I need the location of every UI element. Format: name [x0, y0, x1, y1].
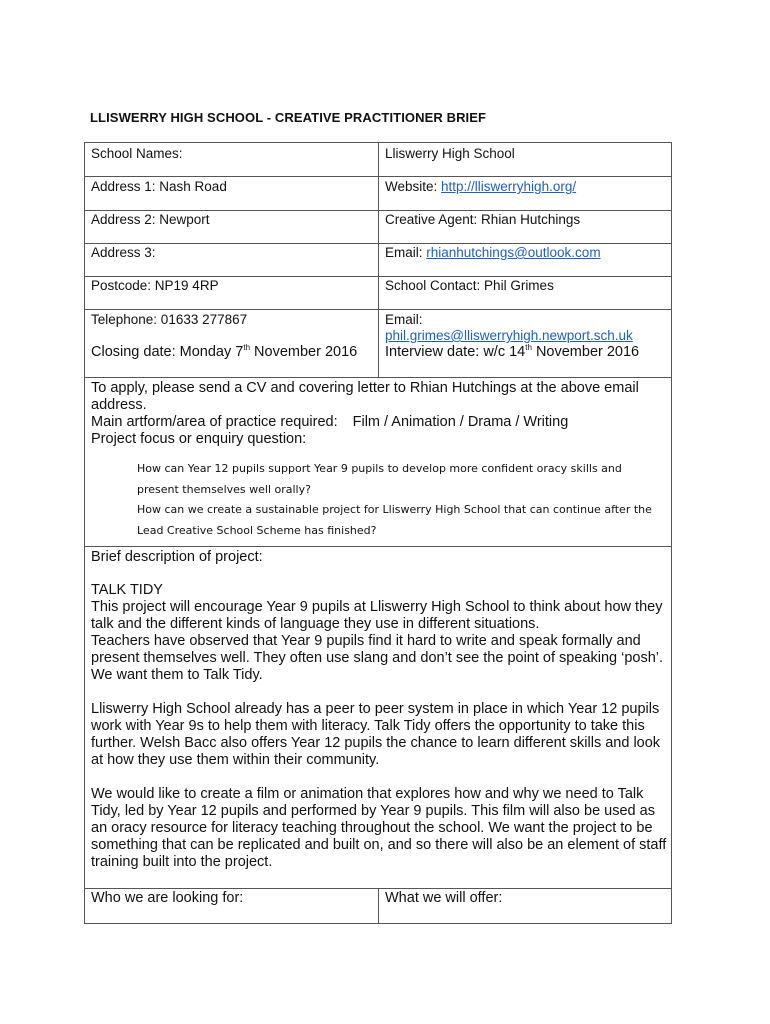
website-label: Website: — [385, 179, 442, 194]
interview-date-sup: th — [525, 343, 532, 353]
website-link[interactable]: http://lliswerryhigh.org/ — [441, 179, 577, 194]
school-names-label: School Names: — [91, 146, 183, 161]
address-3: Address 3: — [91, 245, 156, 260]
address-1: Address 1: Nash Road — [91, 179, 227, 194]
brief-table — [84, 142, 672, 924]
description-paragraph-2: Teachers have observed that Year 9 pupils find it hard to write and speak formally and present themselves well. They often use slang and don’t see the point of speaking ‘posh’. We want them to Talk Tidy. — [91, 633, 664, 683]
postcode: Postcode: NP19 4RP — [91, 278, 219, 293]
description-paragraph-1: This project will encourage Year 9 pupils at Lliswerry High School to think about how they talk and the different kinds of language they use in different situations. — [91, 599, 663, 632]
interview-date-prefix: Interview date: w/c 14 — [385, 344, 526, 360]
we-will-offer-label: What we will offer: — [385, 890, 503, 906]
focus-label: Project focus or enquiry question: — [91, 431, 307, 447]
agent-email-field — [385, 245, 601, 261]
description-paragraph-3: Lliswerry High School already has a peer to peer system in place in which Year 12 pupils work with Year 9s to help them with literacy. Talk Tidy offers the opportunity to take this further. Welsh Bacc also offers Year 12 pupils the chance to learn different skills and look at how they use them within their community. — [91, 701, 661, 768]
artform-value: Film / Animation / Drama / Writing — [352, 414, 569, 430]
apply-instructions: To apply, please send a CV and covering letter to Rhian Hutchings at the above email address. — [91, 380, 639, 413]
school-name-value: Lliswerry High School — [385, 146, 515, 161]
creative-agent: Creative Agent: Rhian Hutchings — [385, 212, 581, 227]
address-2: Address 2: Newport — [91, 212, 210, 227]
interview-date-suffix: November 2016 — [531, 344, 640, 360]
description-label: Brief description of project: — [91, 549, 263, 565]
enquiry-question-1: How can Year 12 pupils support Year 9 pupils to develop more confident oracy skills and present themselves well orally? — [137, 462, 622, 496]
agent-email-link[interactable]: rhianhutchings@outlook.com — [426, 245, 601, 260]
interview-date — [385, 344, 639, 361]
school-contact: School Contact: Phil Grimes — [385, 278, 554, 293]
agent-email-label: Email: — [385, 245, 427, 260]
contact-email-link-text[interactable]: phil.grimes@lliswerryhigh.newport.sch.uk — [385, 328, 633, 343]
closing-date-prefix: Closing date: Monday 7 — [91, 344, 244, 360]
artform-label: Main artform/area of practice required: — [91, 414, 338, 430]
artform-line — [91, 414, 568, 431]
project-name: TALK TIDY — [91, 582, 163, 598]
description-paragraph-4: We would like to create a film or animation that explores how and why we need to Talk Tidy, led by Year 12 pupils and performed by Year 9 pupils. This film will also be used as an oracy resource for literacy teaching throughout the school. We want the project to be something that can be replicated and built on, and so there will also be an element of staff training built into the project. — [91, 786, 667, 870]
contact-email-label: Email: — [385, 312, 423, 327]
enquiry-question-2: How can we create a sustainable project for Lliswerry High School that can continue after the Lead Creative School Scheme has finished? — [137, 503, 652, 537]
contact-email-link[interactable] — [385, 328, 633, 344]
looking-for-label: Who we are looking for: — [91, 890, 244, 906]
closing-date — [91, 344, 357, 361]
closing-date-suffix: November 2016 — [250, 344, 358, 360]
website-field — [385, 179, 576, 195]
document-title: LLISWERRY HIGH SCHOOL - CREATIVE PRACTITIONER BRIEF — [90, 110, 487, 125]
closing-date-sup: th — [243, 343, 251, 353]
telephone: Telephone: 01633 277867 — [91, 312, 248, 327]
